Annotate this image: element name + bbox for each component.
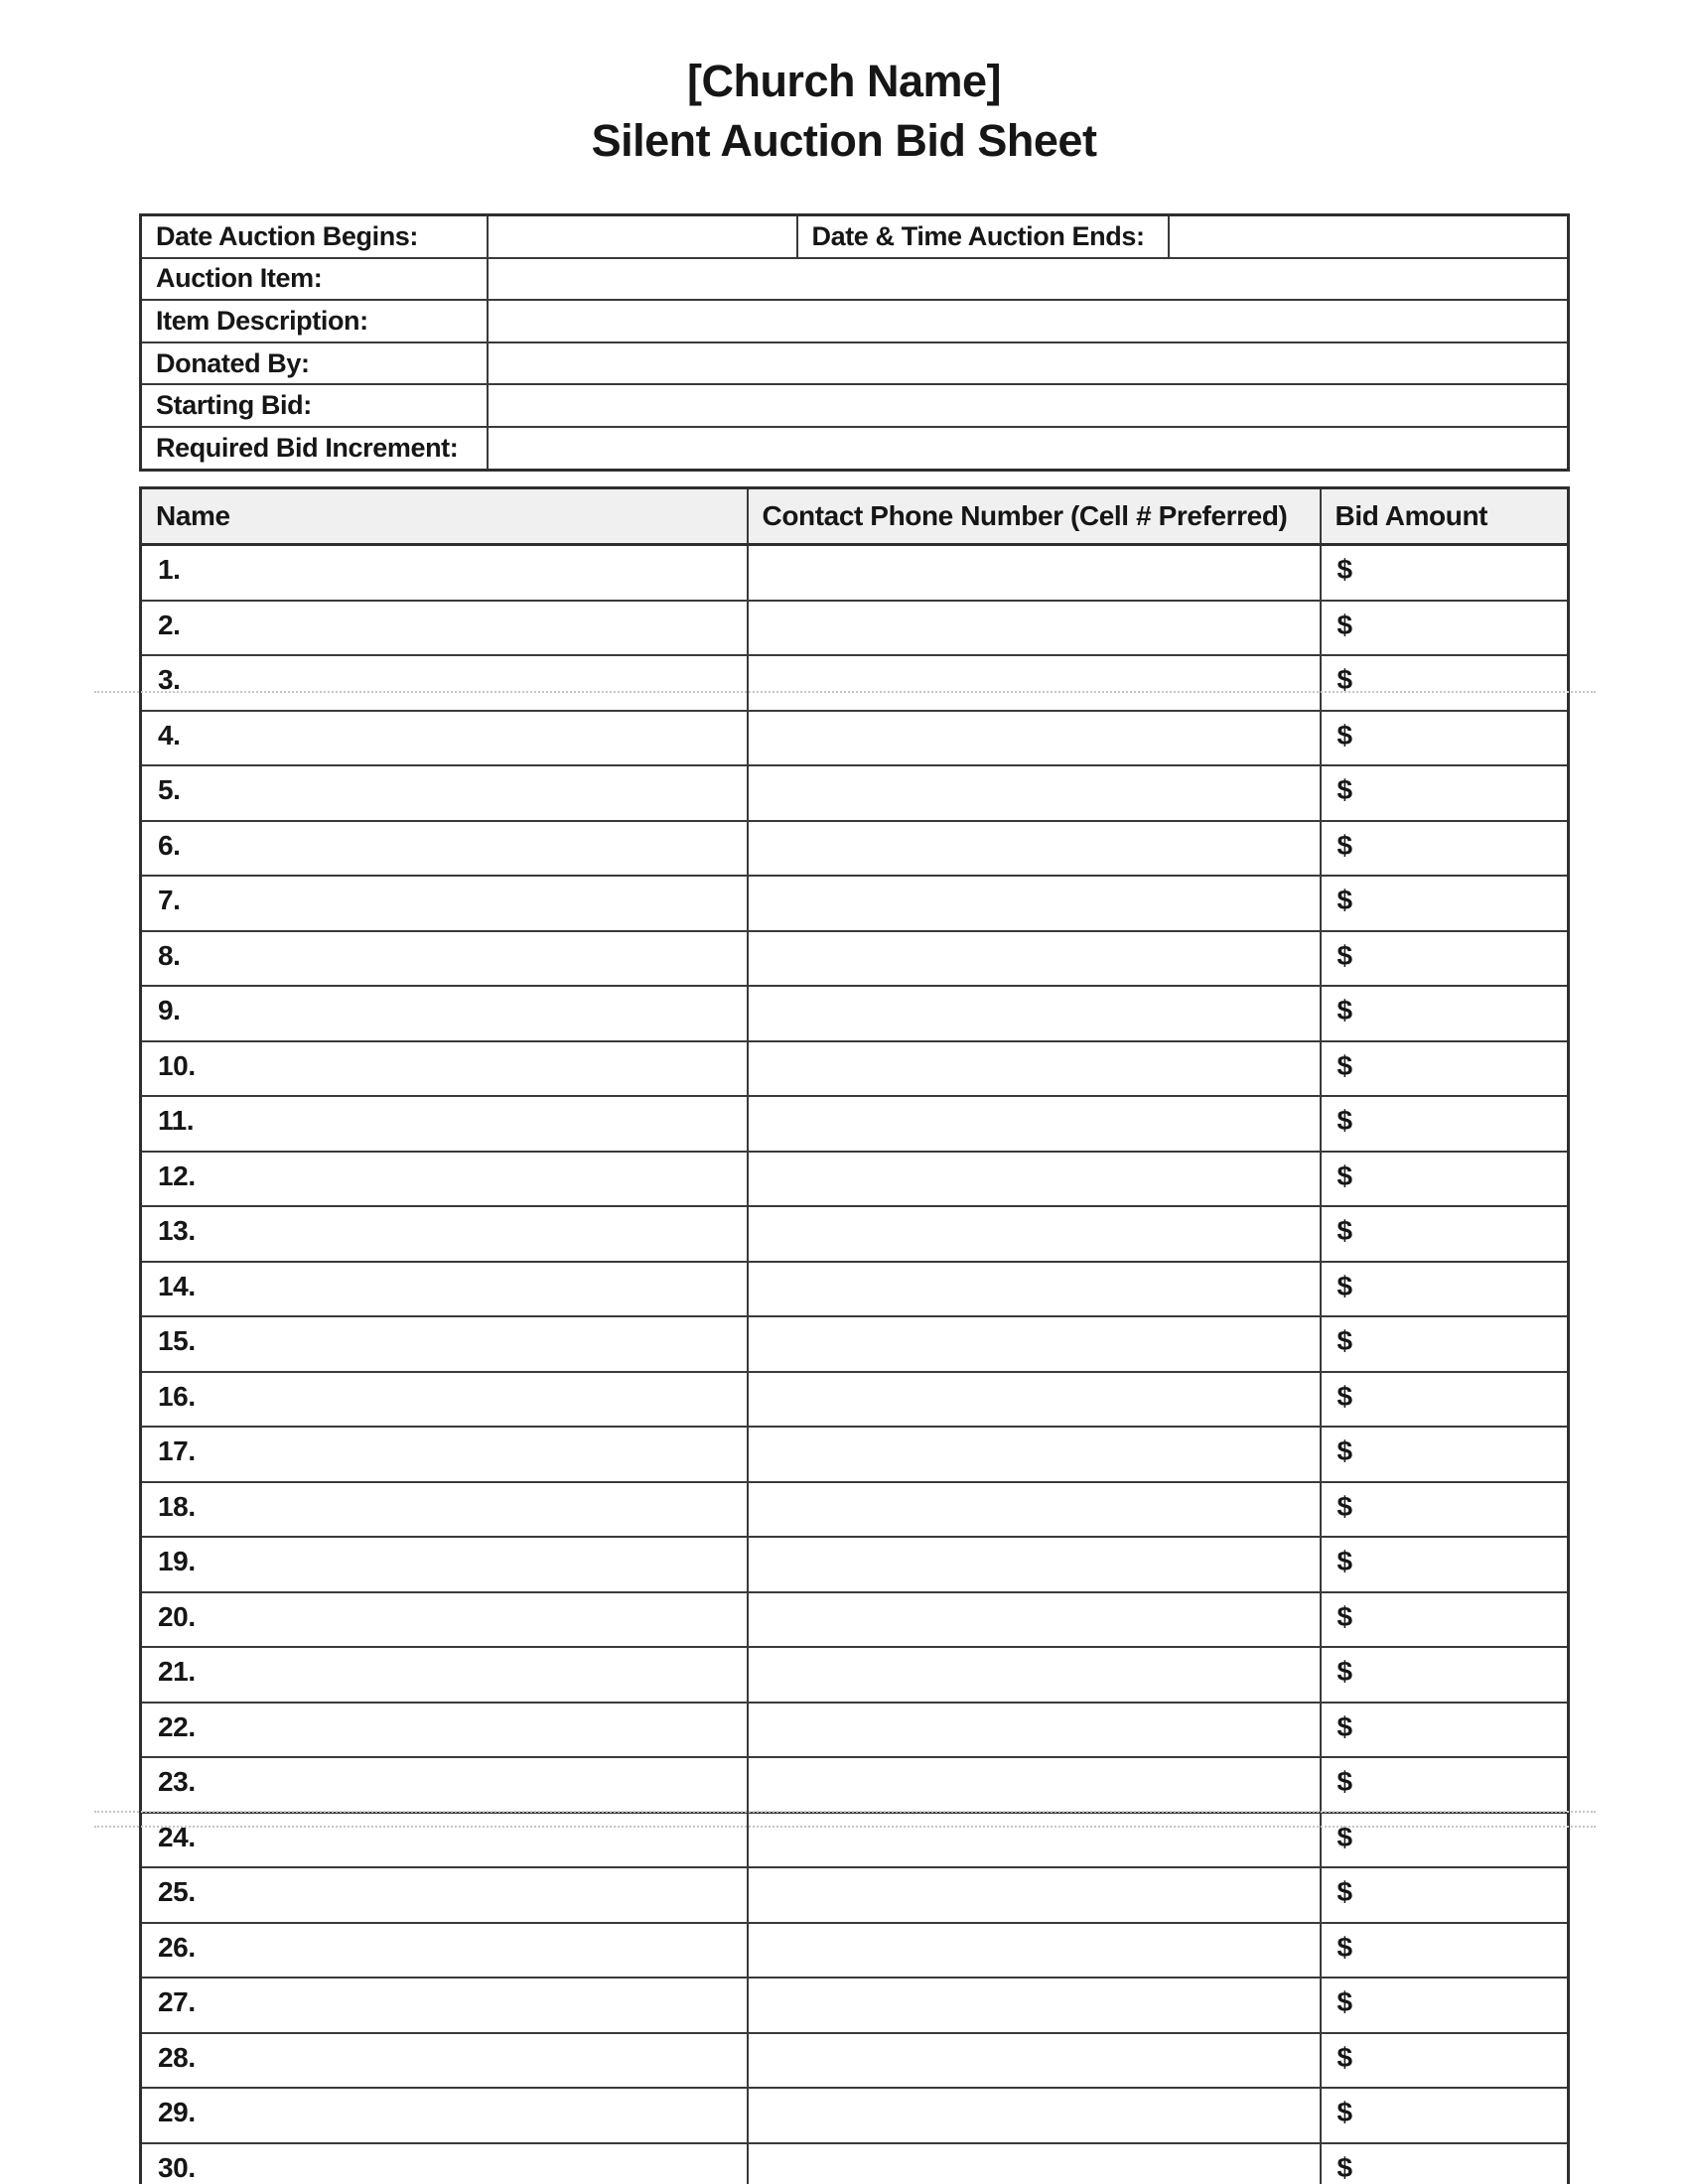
bidder-name-field[interactable]	[141, 2143, 748, 2184]
dollar-sign: $	[1336, 829, 1352, 861]
row-number: 7.	[158, 885, 181, 915]
bid-amount-field[interactable]	[1321, 1262, 1569, 1317]
bid-amount-field[interactable]	[1321, 2143, 1569, 2184]
bid-amount-field[interactable]	[1321, 1096, 1569, 1152]
dollar-sign: $	[1336, 2097, 1352, 2127]
row-number: 3.	[158, 664, 181, 695]
bid-row	[141, 545, 1569, 601]
row-number: 25.	[158, 1876, 196, 1907]
row-number: 28.	[158, 2041, 196, 2073]
bidder-name-field[interactable]	[141, 1206, 748, 1262]
bid-amount-field[interactable]	[1321, 1923, 1569, 1979]
auction-item-field[interactable]	[488, 258, 1569, 301]
bid-list-table	[139, 486, 1570, 2184]
bid-row	[141, 1867, 1569, 1923]
contact-phone-field[interactable]	[748, 711, 1321, 766]
contact-phone-field[interactable]	[748, 2033, 1321, 2089]
row-number: 5.	[158, 774, 181, 805]
document-title: Silent Auction Bid Sheet	[591, 115, 1097, 166]
dollar-sign: $	[1336, 719, 1352, 751]
bid-amount-field[interactable]	[1321, 1647, 1569, 1703]
row-number: 17.	[158, 1435, 196, 1466]
bid-amount-field[interactable]	[1321, 1757, 1569, 1813]
bid-row	[141, 931, 1569, 987]
bid-row	[141, 1482, 1569, 1538]
contact-phone-field[interactable]	[748, 1262, 1321, 1317]
contact-phone-field[interactable]	[748, 765, 1321, 821]
bid-row	[141, 2033, 1569, 2089]
bid-row	[141, 1262, 1569, 1317]
bid-row	[141, 1316, 1569, 1372]
row-number: 22.	[158, 1710, 196, 1742]
dollar-sign: $	[1336, 1380, 1352, 1412]
starting-bid-field[interactable]	[488, 384, 1569, 427]
contact-phone-field[interactable]	[748, 601, 1321, 656]
name-column-header: Name	[141, 488, 748, 545]
dollar-sign: $	[1336, 2151, 1352, 2183]
row-number: 16.	[158, 1380, 196, 1412]
contact-phone-field[interactable]	[748, 876, 1321, 931]
bid-row	[141, 2088, 1569, 2143]
bid-row	[141, 1592, 1569, 1648]
dollar-sign: $	[1336, 1600, 1352, 1632]
dollar-sign: $	[1336, 664, 1352, 695]
dollar-sign: $	[1336, 1766, 1352, 1797]
dollar-sign: $	[1336, 1270, 1352, 1301]
contact-phone-field[interactable]	[748, 931, 1321, 987]
bidder-name-field[interactable]	[141, 545, 748, 601]
contact-phone-field[interactable]	[748, 1482, 1321, 1538]
row-number: 29.	[158, 2097, 196, 2127]
bidder-name-field[interactable]	[141, 1316, 748, 1372]
bid-row	[141, 1152, 1569, 1207]
bid-row	[141, 601, 1569, 656]
bid-amount-field[interactable]	[1321, 821, 1569, 877]
bidder-name-field[interactable]	[141, 1427, 748, 1482]
contact-phone-field[interactable]	[748, 1316, 1321, 1372]
row-number: 6.	[158, 829, 181, 861]
bid-amount-field[interactable]	[1321, 1427, 1569, 1482]
row-number: 10.	[158, 1049, 196, 1081]
church-name-placeholder-title: [Church Name]	[686, 56, 1002, 106]
bid-row	[141, 1647, 1569, 1703]
date-time-auction-ends-field[interactable]	[1169, 215, 1569, 258]
bidder-name-field[interactable]	[141, 876, 748, 931]
bid-row	[141, 711, 1569, 766]
date-time-auction-ends-label: Date & Time Auction Ends:	[797, 215, 1169, 258]
dollar-sign: $	[1336, 1710, 1352, 1742]
row-number: 21.	[158, 1656, 196, 1687]
bidder-name-field[interactable]	[141, 2033, 748, 2089]
info-row-auction-item	[141, 258, 1569, 301]
item-description-field[interactable]	[488, 300, 1569, 342]
bidder-name-field[interactable]	[141, 2088, 748, 2143]
dollar-sign: $	[1336, 1215, 1352, 1246]
bid-amount-field[interactable]	[1321, 1592, 1569, 1648]
contact-phone-field[interactable]	[748, 1372, 1321, 1428]
bidder-name-field[interactable]	[141, 1647, 748, 1703]
bidder-name-field[interactable]	[141, 1867, 748, 1923]
bid-amount-field[interactable]	[1321, 1152, 1569, 1207]
bid-table-header-row	[141, 488, 1569, 545]
dollar-sign: $	[1336, 1821, 1352, 1852]
dollar-sign: $	[1336, 609, 1352, 640]
bidder-name-field[interactable]	[141, 1372, 748, 1428]
bidder-name-field[interactable]	[141, 1537, 748, 1592]
bid-row	[141, 1813, 1569, 1868]
bid-row	[141, 1041, 1569, 1097]
bid-row	[141, 1427, 1569, 1482]
dollar-sign: $	[1336, 774, 1352, 805]
bid-amount-field[interactable]	[1321, 1372, 1569, 1428]
bid-row	[141, 1206, 1569, 1262]
bid-row	[141, 1757, 1569, 1813]
bidder-name-field[interactable]	[141, 1703, 748, 1758]
row-number: 11.	[158, 1105, 195, 1136]
bid-amount-field[interactable]	[1321, 655, 1569, 711]
bidder-name-field[interactable]	[141, 1592, 748, 1648]
contact-phone-field[interactable]	[748, 2088, 1321, 2143]
bid-amount-field[interactable]	[1321, 1813, 1569, 1868]
bid-row	[141, 1537, 1569, 1592]
bid-amount-field[interactable]	[1321, 1703, 1569, 1758]
bid-amount-field[interactable]	[1321, 1867, 1569, 1923]
bidder-name-field[interactable]	[141, 1923, 748, 1979]
bid-amount-field[interactable]	[1321, 1978, 1569, 2033]
contact-phone-column-header: Contact Phone Number (Cell # Preferred)	[748, 488, 1321, 545]
starting-bid-label: Starting Bid:	[141, 384, 488, 427]
date-auction-begins-field[interactable]	[488, 215, 797, 258]
contact-phone-field[interactable]	[748, 545, 1321, 601]
bid-amount-field[interactable]	[1321, 2033, 1569, 2089]
donated-by-field[interactable]	[488, 342, 1569, 385]
contact-phone-field[interactable]	[748, 1647, 1321, 1703]
contact-phone-field[interactable]	[748, 821, 1321, 877]
bidder-name-field[interactable]	[141, 821, 748, 877]
contact-phone-field[interactable]	[748, 1867, 1321, 1923]
bidder-name-field[interactable]	[141, 931, 748, 987]
bid-amount-field[interactable]	[1321, 545, 1569, 601]
dollar-sign: $	[1336, 1931, 1352, 1963]
bid-amount-field[interactable]	[1321, 2088, 1569, 2143]
bidder-name-field[interactable]	[141, 986, 748, 1041]
bid-row	[141, 2143, 1569, 2184]
bidder-name-field[interactable]	[141, 711, 748, 766]
item-description-label: Item Description:	[141, 300, 488, 342]
row-number: 12.	[158, 1160, 196, 1191]
bid-amount-field[interactable]	[1321, 1316, 1569, 1372]
contact-phone-field[interactable]	[748, 986, 1321, 1041]
contact-phone-field[interactable]	[748, 2143, 1321, 2184]
dollar-sign: $	[1336, 2041, 1352, 2073]
info-row-required-bid-increment	[141, 427, 1569, 470]
row-number: 26.	[158, 1931, 196, 1963]
contact-phone-field[interactable]	[748, 1537, 1321, 1592]
donated-by-label: Donated By:	[141, 342, 488, 385]
info-row-starting-bid	[141, 384, 1569, 427]
row-number: 27.	[158, 1986, 196, 2017]
dollar-sign: $	[1336, 554, 1352, 585]
info-row-dates	[141, 215, 1569, 258]
bidder-name-field[interactable]	[141, 601, 748, 656]
dollar-sign: $	[1336, 1876, 1352, 1907]
bidder-name-field[interactable]	[141, 765, 748, 821]
dollar-sign: $	[1336, 1105, 1352, 1136]
bid-row	[141, 1372, 1569, 1428]
row-number: 8.	[158, 939, 181, 971]
contact-phone-field[interactable]	[748, 1757, 1321, 1813]
row-number: 9.	[158, 995, 181, 1025]
contact-phone-field[interactable]	[748, 655, 1321, 711]
bid-amount-field[interactable]	[1321, 1206, 1569, 1262]
dollar-sign: $	[1336, 939, 1352, 971]
date-auction-begins-label: Date Auction Begins:	[141, 215, 488, 258]
dollar-sign: $	[1336, 1435, 1352, 1466]
row-number: 20.	[158, 1600, 196, 1632]
bid-row	[141, 821, 1569, 877]
info-row-item-description	[141, 300, 1569, 342]
bidder-name-field[interactable]	[141, 655, 748, 711]
bidder-name-field[interactable]	[141, 1262, 748, 1317]
info-row-donated-by	[141, 342, 1569, 385]
bid-row	[141, 1978, 1569, 2033]
bid-amount-field[interactable]	[1321, 1537, 1569, 1592]
required-bid-increment-field[interactable]	[488, 427, 1569, 470]
row-number: 4.	[158, 719, 181, 751]
bid-row	[141, 1096, 1569, 1152]
bid-row	[141, 765, 1569, 821]
required-bid-increment-label: Required Bid Increment:	[141, 427, 488, 470]
row-number: 23.	[158, 1766, 196, 1797]
bidder-name-field[interactable]	[141, 1482, 748, 1538]
row-number: 30.	[158, 2151, 196, 2183]
auction-info-table	[139, 213, 1570, 472]
contact-phone-field[interactable]	[748, 1923, 1321, 1979]
dollar-sign: $	[1336, 885, 1352, 915]
contact-phone-field[interactable]	[748, 1592, 1321, 1648]
bid-amount-field[interactable]	[1321, 601, 1569, 656]
bid-row	[141, 1703, 1569, 1758]
dollar-sign: $	[1336, 995, 1352, 1025]
row-number: 18.	[158, 1490, 196, 1522]
dollar-sign: $	[1336, 1656, 1352, 1687]
dollar-sign: $	[1336, 1049, 1352, 1081]
row-number: 1.	[158, 554, 181, 585]
bid-amount-field[interactable]	[1321, 1482, 1569, 1538]
bid-amount-field[interactable]	[1321, 931, 1569, 987]
document-title-block	[0, 52, 1688, 171]
contact-phone-field[interactable]	[748, 1041, 1321, 1097]
bidder-name-field[interactable]	[141, 1978, 748, 2033]
row-number: 2.	[158, 609, 181, 640]
contact-phone-field[interactable]	[748, 1096, 1321, 1152]
bid-row	[141, 876, 1569, 931]
row-number: 19.	[158, 1546, 196, 1576]
bid-amount-field[interactable]	[1321, 711, 1569, 766]
auction-item-label: Auction Item:	[141, 258, 488, 301]
bidder-name-field[interactable]	[141, 1041, 748, 1097]
bidder-name-field[interactable]	[141, 1096, 748, 1152]
bid-row	[141, 1923, 1569, 1979]
bid-row	[141, 655, 1569, 711]
dollar-sign: $	[1336, 1490, 1352, 1522]
bid-row	[141, 986, 1569, 1041]
contact-phone-field[interactable]	[748, 1978, 1321, 2033]
bid-amount-column-header: Bid Amount	[1321, 488, 1569, 545]
dollar-sign: $	[1336, 1325, 1352, 1356]
row-number: 13.	[158, 1215, 196, 1246]
dollar-sign: $	[1336, 1986, 1352, 2017]
bidder-name-field[interactable]	[141, 1813, 748, 1868]
bid-amount-field[interactable]	[1321, 765, 1569, 821]
bid-amount-field[interactable]	[1321, 1041, 1569, 1097]
dollar-sign: $	[1336, 1546, 1352, 1576]
bid-amount-field[interactable]	[1321, 986, 1569, 1041]
dollar-sign: $	[1336, 1160, 1352, 1191]
row-number: 14.	[158, 1270, 196, 1301]
contact-phone-field[interactable]	[748, 1813, 1321, 1868]
contact-phone-field[interactable]	[748, 1152, 1321, 1207]
contact-phone-field[interactable]	[748, 1206, 1321, 1262]
bidder-name-field[interactable]	[141, 1152, 748, 1207]
bidder-name-field[interactable]	[141, 1757, 748, 1813]
contact-phone-field[interactable]	[748, 1427, 1321, 1482]
row-number: 15.	[158, 1325, 196, 1356]
contact-phone-field[interactable]	[748, 1703, 1321, 1758]
row-number: 24.	[158, 1821, 196, 1852]
bid-amount-field[interactable]	[1321, 876, 1569, 931]
